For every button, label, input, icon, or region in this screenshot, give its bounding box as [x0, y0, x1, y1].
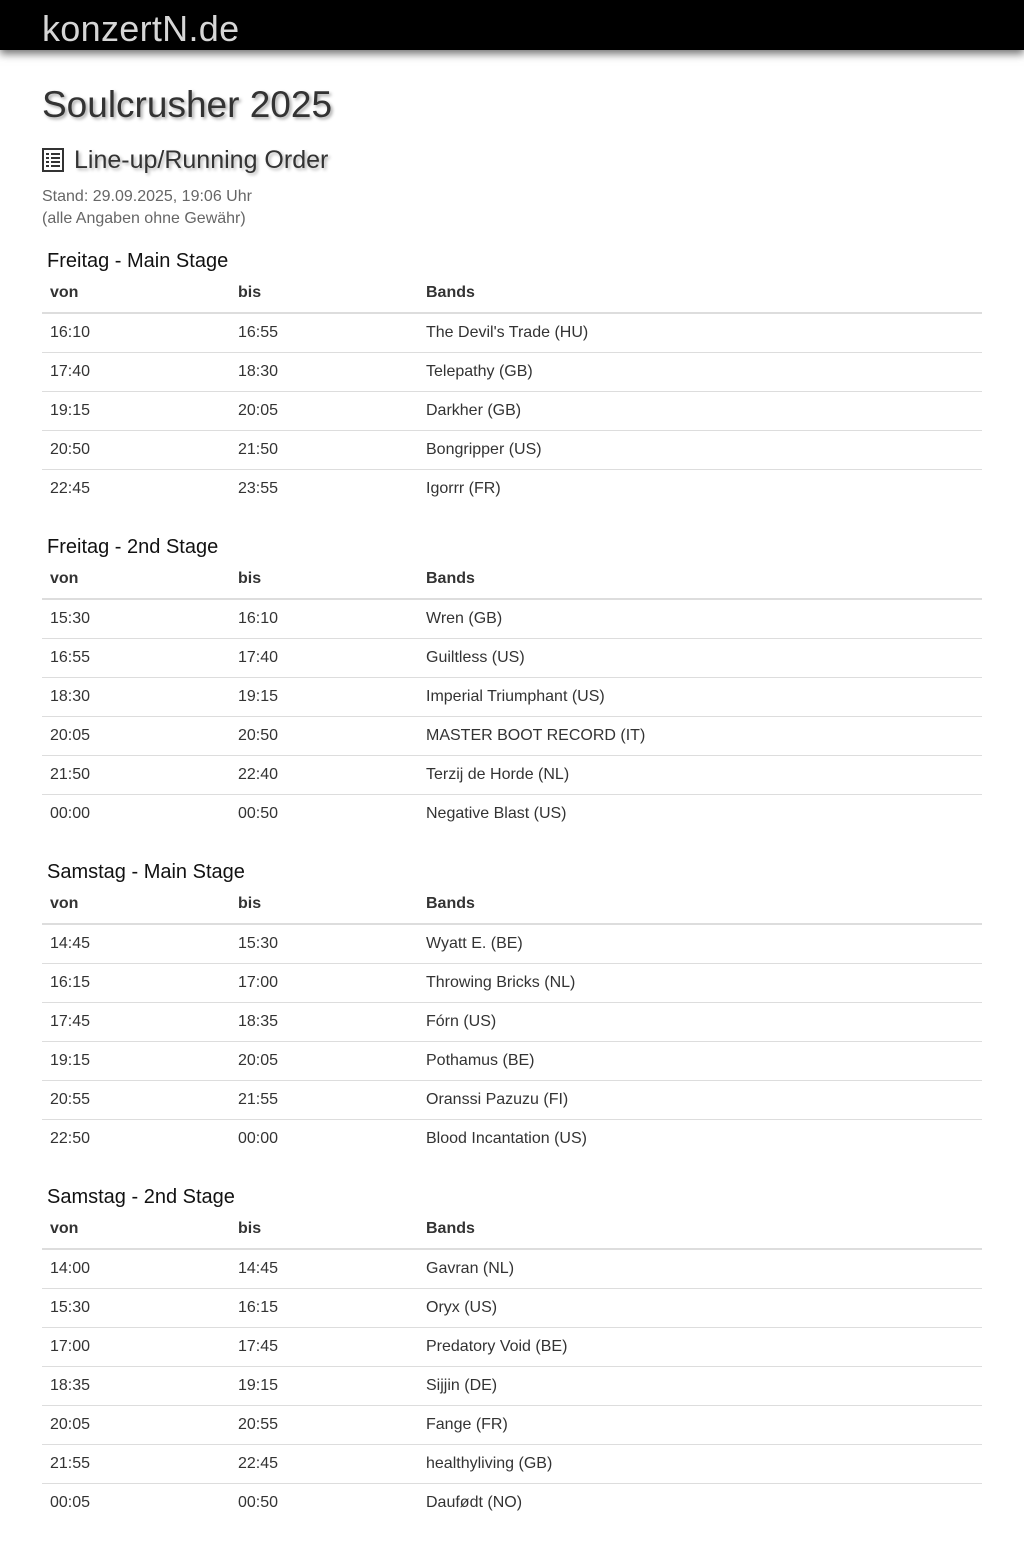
band-name: Predatory Void (BE)	[418, 1328, 982, 1367]
column-header-bands: Bands	[418, 274, 982, 313]
start-time: 20:55	[42, 1081, 230, 1120]
end-time: 21:55	[230, 1081, 418, 1120]
table-row	[42, 1445, 982, 1484]
end-time: 16:10	[238, 610, 279, 627]
start-time: 22:50	[42, 1120, 230, 1159]
end-time: 16:55	[238, 324, 279, 341]
start-time: 16:15	[42, 964, 230, 1003]
table-row	[42, 470, 982, 509]
start-time: 00:00	[42, 795, 230, 834]
column-header-von: von	[42, 274, 230, 313]
end-time: 18:30	[230, 353, 418, 392]
main-content	[42, 84, 982, 1522]
end-time: 17:45	[230, 1328, 418, 1367]
band-name: Igorrr (FR)	[418, 470, 982, 509]
start-time: 15:30	[50, 610, 91, 627]
band-name: Blood Incantation (US)	[418, 1120, 982, 1159]
end-time: 20:05	[230, 392, 418, 431]
start-time: 21:50	[42, 756, 230, 795]
schedule-table	[42, 560, 982, 833]
band-name: Pothamus (BE)	[418, 1042, 982, 1081]
table-row	[42, 678, 982, 717]
table-header-row	[42, 1210, 982, 1249]
column-header-bands: Bands	[418, 560, 982, 599]
band-name: Darkher (GB)	[418, 392, 982, 431]
end-time: 20:50	[230, 717, 418, 756]
table-row	[42, 1367, 982, 1406]
start-time: 19:15	[42, 1042, 230, 1081]
column-header-bis: bis	[230, 885, 418, 924]
band-name: Throwing Bricks (NL)	[418, 964, 982, 1003]
table-header-row	[42, 274, 982, 313]
start-time: 16:10	[50, 324, 91, 341]
band-name: Oranssi Pazuzu (FI)	[418, 1081, 982, 1120]
start-time: 20:50	[42, 431, 230, 470]
column-header-von: von	[42, 885, 230, 924]
band-name: Wren (GB)	[426, 610, 503, 627]
list-icon	[42, 148, 64, 172]
end-time: 22:45	[230, 1445, 418, 1484]
end-time: 22:40	[230, 756, 418, 795]
section-heading-label: Line-up/Running Order	[74, 146, 329, 174]
band-name: Daufødt (NO)	[418, 1484, 982, 1523]
table-row	[42, 964, 982, 1003]
end-time: 17:00	[230, 964, 418, 1003]
end-time: 20:05	[230, 1042, 418, 1081]
stage-section	[42, 534, 982, 833]
meta-info	[42, 186, 982, 230]
start-time: 18:35	[42, 1367, 230, 1406]
end-time: 19:15	[230, 1367, 418, 1406]
stage-section	[42, 1184, 982, 1522]
band-name: MASTER BOOT RECORD (IT)	[418, 717, 982, 756]
table-row	[42, 717, 982, 756]
running-order	[42, 248, 982, 1522]
end-time: 21:50	[230, 431, 418, 470]
table-row	[42, 1484, 982, 1523]
band-name: Guiltless (US)	[418, 639, 982, 678]
column-header-bis: bis	[230, 560, 418, 599]
band-name: Gavran (NL)	[426, 1260, 515, 1277]
disclaimer: (alle Angaben ohne Gewähr)	[42, 210, 246, 227]
end-time: 23:55	[230, 470, 418, 509]
end-time: 16:15	[230, 1289, 418, 1328]
start-time: 17:00	[42, 1328, 230, 1367]
table-row	[42, 924, 982, 964]
table-header-row	[42, 560, 982, 599]
table-row	[42, 639, 982, 678]
start-time: 18:30	[42, 678, 230, 717]
band-name: Terzij de Horde (NL)	[418, 756, 982, 795]
end-time: 00:00	[230, 1120, 418, 1159]
table-row	[42, 1003, 982, 1042]
start-time: 19:15	[42, 392, 230, 431]
band-name: Bongripper (US)	[418, 431, 982, 470]
start-time: 14:00	[50, 1260, 91, 1277]
table-row	[42, 1406, 982, 1445]
brand-link[interactable]: konzertN.de	[42, 8, 240, 49]
table-row	[42, 1328, 982, 1367]
start-time: 20:05	[42, 717, 230, 756]
start-time: 20:05	[42, 1406, 230, 1445]
stage-title: Samstag - 2nd Stage	[47, 1186, 235, 1208]
table-row	[42, 756, 982, 795]
column-header-bis: bis	[230, 274, 418, 313]
section-heading	[42, 144, 982, 176]
start-time: 17:40	[42, 353, 230, 392]
column-header-bis: bis	[230, 1210, 418, 1249]
stage-title: Samstag - Main Stage	[47, 861, 245, 883]
table-row	[42, 313, 982, 353]
end-time: 20:55	[230, 1406, 418, 1445]
band-name: Imperial Triumphant (US)	[418, 678, 982, 717]
band-name: healthyliving (GB)	[418, 1445, 982, 1484]
end-time: 15:30	[238, 935, 279, 952]
table-row	[42, 795, 982, 834]
end-time: 19:15	[230, 678, 418, 717]
end-time: 18:35	[230, 1003, 418, 1042]
start-time: 14:45	[50, 935, 91, 952]
table-row	[42, 1249, 982, 1289]
stand-date: Stand: 29.09.2025, 19:06 Uhr	[42, 188, 252, 205]
column-header-bands: Bands	[418, 885, 982, 924]
stage-title: Freitag - Main Stage	[47, 250, 229, 272]
end-time: 00:50	[230, 795, 418, 834]
column-header-von: von	[42, 1210, 230, 1249]
band-name: Fange (FR)	[418, 1406, 982, 1445]
schedule-table	[42, 885, 982, 1158]
end-time: 00:50	[230, 1484, 418, 1523]
table-row	[42, 1042, 982, 1081]
band-name: Telepathy (GB)	[418, 353, 982, 392]
stage-title: Freitag - 2nd Stage	[47, 536, 219, 558]
table-row	[42, 353, 982, 392]
end-time: 17:40	[230, 639, 418, 678]
band-name: Sijjin (DE)	[418, 1367, 982, 1406]
start-time: 22:45	[42, 470, 230, 509]
band-name: Negative Blast (US)	[418, 795, 982, 834]
table-header-row	[42, 885, 982, 924]
band-name: Oryx (US)	[418, 1289, 982, 1328]
column-header-bands: Bands	[418, 1210, 982, 1249]
stage-section	[42, 248, 982, 508]
table-row	[42, 1120, 982, 1159]
band-name: Fórn (US)	[418, 1003, 982, 1042]
column-header-von: von	[42, 560, 230, 599]
start-time: 21:55	[42, 1445, 230, 1484]
stage-section	[42, 859, 982, 1158]
page-title: Soulcrusher 2025	[42, 84, 333, 125]
navbar	[0, 0, 1024, 50]
start-time: 00:05	[42, 1484, 230, 1523]
table-row	[42, 1289, 982, 1328]
table-row	[42, 392, 982, 431]
schedule-table	[42, 1210, 982, 1522]
schedule-table	[42, 274, 982, 508]
start-time: 15:30	[42, 1289, 230, 1328]
band-name: Wyatt E. (BE)	[426, 935, 523, 952]
table-row	[42, 431, 982, 470]
end-time: 14:45	[238, 1260, 279, 1277]
table-row	[42, 1081, 982, 1120]
table-row	[42, 599, 982, 639]
start-time: 16:55	[42, 639, 230, 678]
start-time: 17:45	[42, 1003, 230, 1042]
band-name: The Devil's Trade (HU)	[426, 324, 589, 341]
